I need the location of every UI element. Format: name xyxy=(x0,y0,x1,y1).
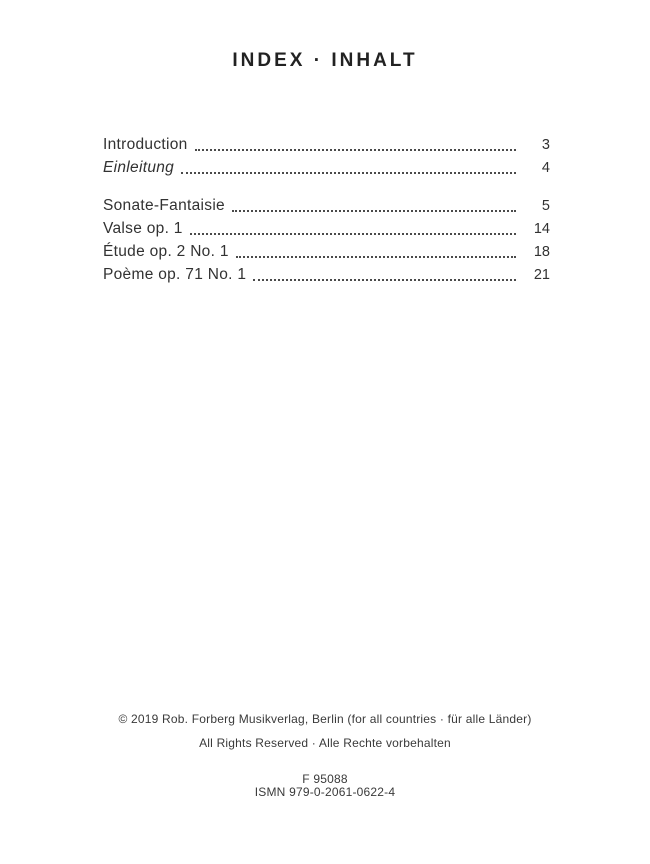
dotted-leader xyxy=(232,210,516,212)
copyright-notice: © 2019 Rob. Forberg Musikverlag, Berlin (for all countries · für alle Länder) xyxy=(118,712,532,726)
toc-entry-label: Introduction xyxy=(103,136,188,153)
table-of-contents xyxy=(103,132,550,285)
rights-notice: All Rights Reserved · Alle Rechte vorbehalten xyxy=(199,736,451,750)
ismn-number: ISMN 979-0-2061-0622-4 xyxy=(254,785,396,799)
plate-number: F 95088 xyxy=(302,772,348,786)
page-title: INDEX · INHALT xyxy=(232,50,418,71)
toc-entry-label: Einleitung xyxy=(103,159,175,176)
dotted-leader xyxy=(195,149,516,151)
toc-entry-label: Sonate-Fantaisie xyxy=(103,197,225,214)
toc-entry-label: Poème op. 71 No. 1 xyxy=(103,266,247,283)
toc-entry xyxy=(103,132,550,155)
toc-entry xyxy=(103,193,550,216)
toc-entry-page: 5 xyxy=(541,198,550,214)
dotted-leader xyxy=(181,172,516,174)
toc-group-divider xyxy=(103,178,550,193)
dotted-leader xyxy=(190,233,516,235)
toc-entry-label: Valse op. 1 xyxy=(103,220,183,237)
toc-entry-page: 3 xyxy=(541,137,550,153)
toc-entry xyxy=(103,216,550,239)
toc-entry-page: 18 xyxy=(533,244,550,260)
toc-entry xyxy=(103,155,550,178)
toc-entry-label: Étude op. 2 No. 1 xyxy=(103,243,229,260)
toc-entry xyxy=(103,239,550,262)
toc-entry-page: 14 xyxy=(533,221,550,237)
toc-entry xyxy=(103,262,550,285)
dotted-leader xyxy=(253,279,516,281)
toc-entry-page: 21 xyxy=(533,267,550,283)
toc-entry-page: 4 xyxy=(541,160,550,176)
dotted-leader xyxy=(236,256,516,258)
